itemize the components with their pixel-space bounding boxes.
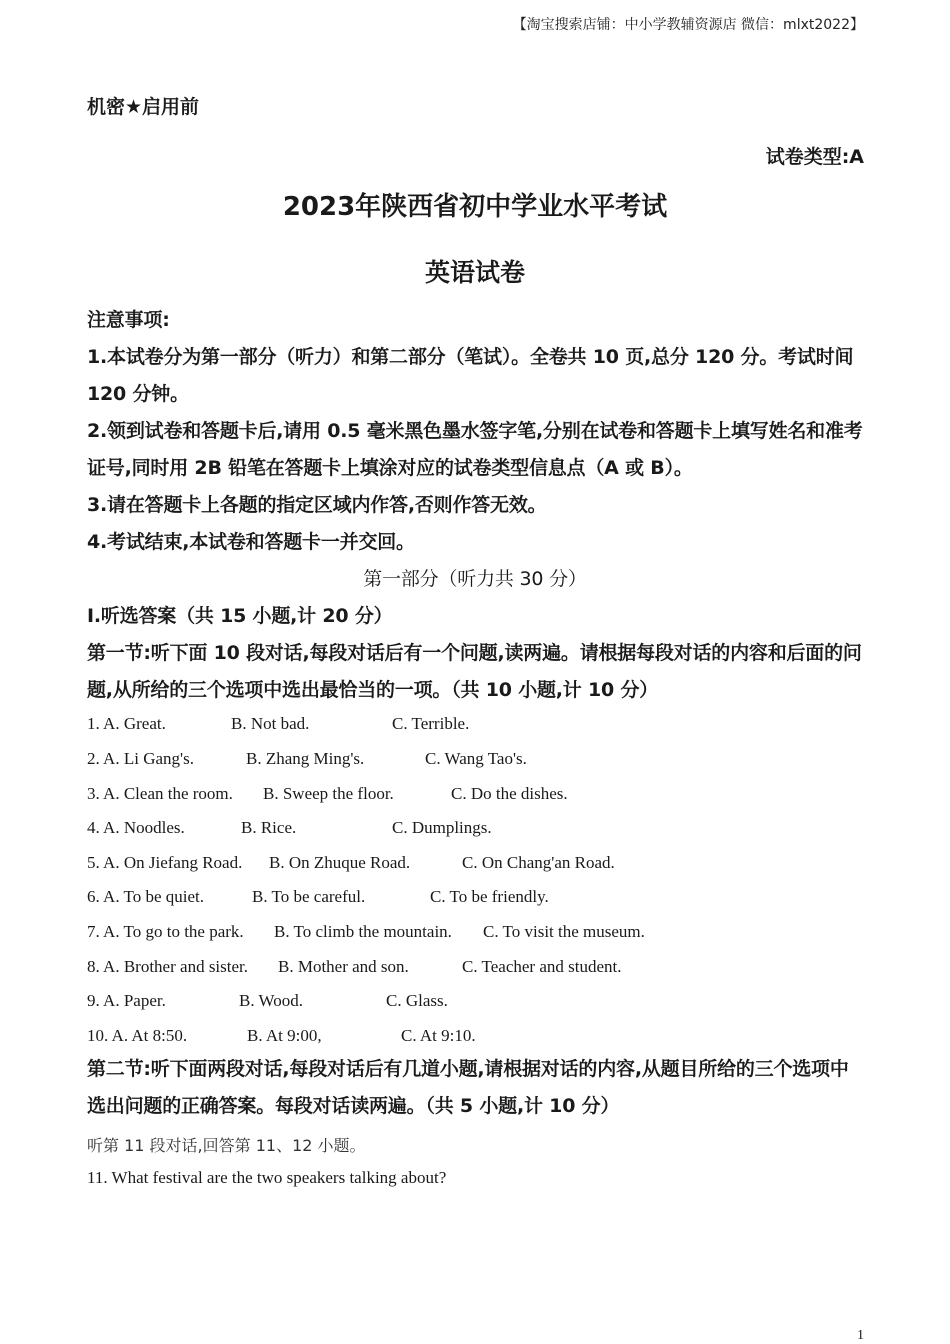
- notes-line: 证号,同时用 2B 铅笔在答题卡上填涂对应的试卷类型信息点（A 或 B）。: [87, 457, 693, 479]
- confidential-label: 机密★启用前: [87, 96, 200, 118]
- page-number: 1: [857, 1328, 864, 1343]
- option-a: 3. A. Clean the room.: [87, 784, 233, 803]
- subject-title: 英语试卷: [424, 258, 525, 287]
- option-c: C. Dumplings.: [392, 818, 492, 837]
- option-c: C. To be friendly.: [430, 887, 549, 906]
- option-b: B. Sweep the floor.: [263, 784, 394, 803]
- part-one-heading: 第一部分（听力共 30 分）: [363, 568, 587, 590]
- option-b: B. Not bad.: [231, 714, 310, 733]
- section-i-heading: I.听选答案（共 15 小题,计 20 分）: [87, 605, 393, 627]
- section-2-instructions: [87, 1051, 863, 1125]
- option-b: B. On Zhuque Road.: [269, 853, 411, 872]
- exam-title: 2023年陕西省初中学业水平考试: [282, 192, 668, 222]
- option-b: B. Rice.: [241, 818, 297, 837]
- option-c: C. Glass.: [386, 991, 448, 1010]
- option-b: B. Wood.: [239, 991, 303, 1010]
- option-c: C. Wang Tao's.: [425, 749, 527, 768]
- notes-section: [87, 302, 863, 709]
- option-a: 1. A. Great.: [87, 714, 166, 733]
- option-b: B. Zhang Ming's.: [246, 749, 365, 768]
- option-b: B. At 9:00,: [247, 1026, 322, 1045]
- notes-line: 1.本试卷分为第一部分（听力）和第二部分（笔试）。全卷共 10 页,总分 120 分。考试时间: [87, 346, 854, 368]
- option-a: 9. A. Paper.: [87, 991, 166, 1010]
- notes-line: 3.请在答题卡上各题的指定区域内作答,否则作答无效。: [87, 494, 547, 516]
- option-a: 7. A. To go to the park.: [87, 922, 244, 941]
- notes-line: 120 分钟。: [87, 383, 189, 405]
- option-a: 6. A. To be quiet.: [87, 887, 205, 906]
- notes-line: 2.领到试卷和答题卡后,请用 0.5 毫米黑色墨水签字笔,分别在试卷和答题卡上填写姓名和准考: [87, 420, 863, 442]
- section-1-instruction: 第一节:听下面 10 段对话,每段对话后有一个问题,读两遍。请根据每段对话的内容和后面的问: [87, 642, 862, 664]
- notes-heading: 注意事项:: [87, 309, 170, 331]
- question-11-text: 11. What festival are the two speakers talking about?: [87, 1168, 447, 1187]
- header-watermark: 【淘宝搜索店铺：中小学教辅资源店 微信：mlxt2022】: [512, 17, 864, 33]
- option-c: C. Teacher and student.: [462, 957, 622, 976]
- option-c: C. To visit the museum.: [483, 922, 645, 941]
- section-2-instruction: 第二节:听下面两段对话,每段对话后有几道小题,请根据对话的内容,从题目所给的三个选项中: [87, 1058, 849, 1080]
- dialogue-11-note: 听第 11 段对话,回答第 11、12 小题。: [87, 1136, 366, 1155]
- option-c: C. At 9:10.: [401, 1026, 476, 1045]
- notes-line: 4.考试结束,本试卷和答题卡一并交回。: [87, 531, 415, 553]
- section-2-instruction: 选出问题的正确答案。每段对话读两遍。（共 5 小题,计 10 分）: [87, 1095, 620, 1117]
- option-a: 10. A. At 8:50.: [87, 1026, 188, 1045]
- section-1-instruction: 题,从所给的三个选项中选出最恰当的一项。（共 10 小题,计 10 分）: [87, 679, 659, 701]
- option-c: C. Terrible.: [392, 714, 470, 733]
- option-a: 2. A. Li Gang's.: [87, 749, 194, 768]
- option-b: B. To be careful.: [252, 887, 366, 906]
- option-c: C. On Chang'an Road.: [462, 853, 615, 872]
- option-b: B. To climb the mountain.: [274, 922, 452, 941]
- option-a: 4. A. Noodles.: [87, 818, 185, 837]
- option-b: B. Mother and son.: [278, 957, 409, 976]
- option-a: 8. A. Brother and sister.: [87, 957, 249, 976]
- option-a: 5. A. On Jiefang Road.: [87, 853, 243, 872]
- option-c: C. Do the dishes.: [451, 784, 568, 803]
- paper-type-label: 试卷类型:A: [765, 146, 864, 168]
